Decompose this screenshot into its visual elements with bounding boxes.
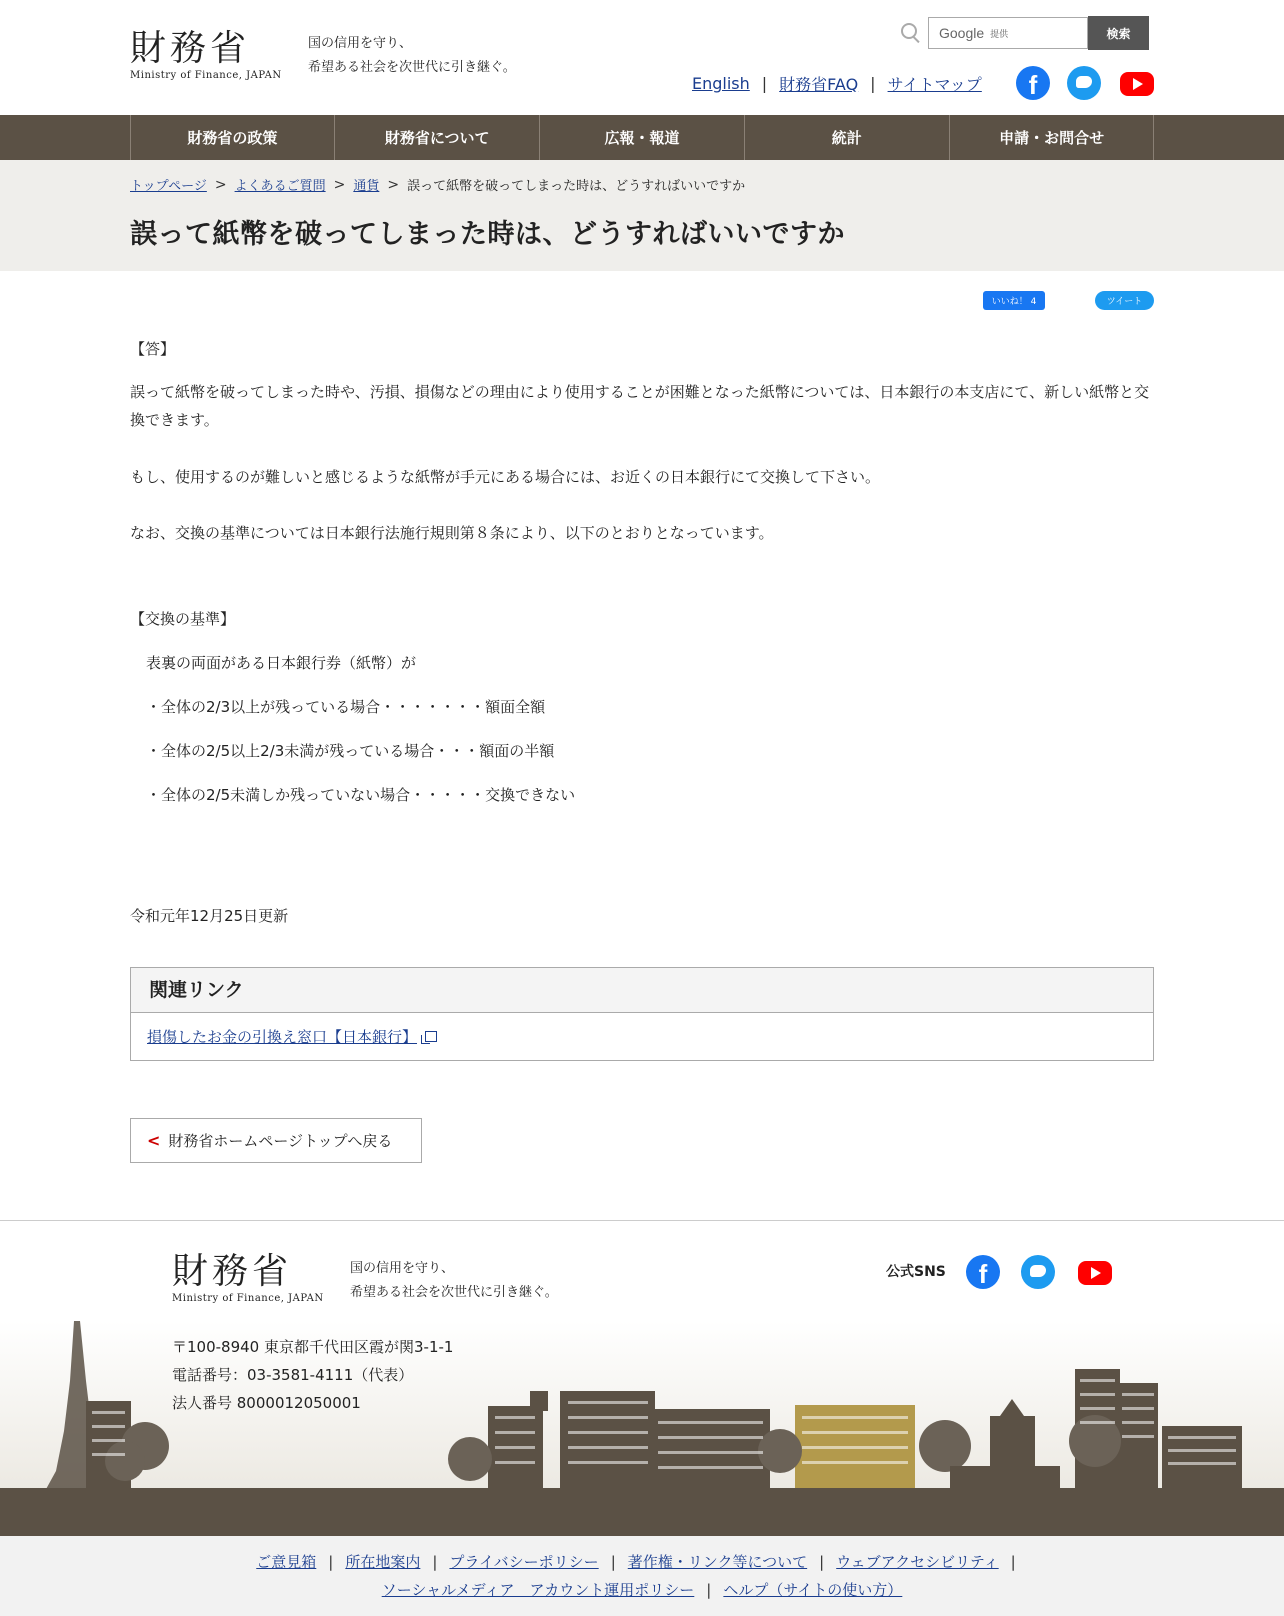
facebook-icon[interactable]: f [1016, 66, 1050, 100]
footer-sns-label: 公式SNS [886, 1264, 946, 1280]
answer-paragraph-3: なお、交換の基準については日本銀行法施行規則第８条により、以下のとおりとなっています。 [130, 524, 774, 542]
tagline-line2: 希望ある社会を次世代に引き継ぐ。 [308, 60, 516, 75]
site-footer [0, 1220, 1284, 1616]
sitemap-link[interactable]: サイトマップ [887, 75, 982, 94]
standard-lead: 表裏の両面がある日本銀行券（紙幣）が [146, 654, 417, 672]
footer-link-accessibility[interactable]: ウェブアクセシビリティ [836, 1553, 999, 1571]
back-to-top-label: 財務省ホームページトップへ戻る [168, 1131, 393, 1150]
updated-date: 令和元年12月25日更新 [130, 907, 289, 925]
breadcrumb-currency[interactable]: 通貨 [353, 179, 380, 194]
logo-english: Ministry of Finance, JAPAN [130, 70, 282, 81]
separator: | [706, 1581, 712, 1599]
nav-item-statistics[interactable]: 統計 [745, 115, 950, 160]
separator: | [610, 1553, 616, 1571]
search-button[interactable]: 検索 [1088, 16, 1149, 50]
related-links-heading: 関連リンク [131, 968, 1153, 1013]
footer-link-copyright[interactable]: 著作権・リンク等について [627, 1553, 808, 1571]
separator: | [1010, 1553, 1016, 1571]
nav-item-contact[interactable]: 申請・お問合せ [950, 115, 1155, 160]
answer-paragraph-2: もし、使用するのが難しいと感じるような紙幣が手元にある場合には、お近くの日本銀行にて交換して下さい。 [130, 468, 881, 486]
answer-paragraph-1: 誤って紙幣を破ってしまった時や、汚損、損傷などの理由により使用することが困難となった紙幣については、日本銀行の本支店にて、新しい紙幣と交換できます。 [130, 383, 1150, 429]
footer-link-social-policy[interactable]: ソーシャルメディア アカウント運用ポリシー [381, 1581, 695, 1599]
tweet-button[interactable]: ツイート [1095, 291, 1154, 310]
footer-links [0, 1536, 1284, 1616]
separator: | [328, 1553, 334, 1571]
related-link-boj[interactable]: 損傷したお金の引換え窓口【日本銀行】 [147, 1027, 418, 1046]
footer-link-help[interactable]: ヘルプ（サイトの使い方） [723, 1581, 903, 1599]
standard-title: 【交換の基準】 [130, 610, 236, 628]
footer-address-block [172, 1333, 453, 1417]
footer-logo[interactable] [172, 1253, 324, 1304]
footer-address: 〒100-8940 東京都千代田区霞が関3-1-1 [172, 1338, 454, 1356]
footer-link-location[interactable]: 所在地案内 [345, 1553, 421, 1571]
nav-item-about[interactable]: 財務省について [335, 115, 540, 160]
tagline-line1: 国の信用を守り、 [308, 36, 413, 51]
footer-tagline-line1: 国の信用を守り、 [350, 1261, 455, 1276]
footer-tagline-line2: 希望ある社会を次世代に引き継ぐ。 [350, 1285, 558, 1300]
footer-logo-english: Ministry of Finance, JAPAN [172, 1293, 324, 1304]
footer-tagline [350, 1257, 558, 1305]
footer-link-privacy[interactable]: プライバシーポリシー [449, 1553, 599, 1571]
related-links-box [130, 967, 1154, 1061]
separator: | [432, 1553, 438, 1571]
footer-corporate-number: 法人番号 8000012050001 [172, 1394, 361, 1412]
related-links-body [131, 1013, 1153, 1060]
nav-item-press[interactable]: 広報・報道 [540, 115, 745, 160]
search-placeholder: Google [939, 25, 985, 41]
breadcrumb-faq[interactable]: よくあるご質問 [234, 179, 326, 194]
footer-band [0, 1488, 1284, 1536]
facebook-like-button[interactable]: いいね！ 4 [983, 291, 1045, 310]
answer-label: 【答】 [130, 340, 176, 358]
separator: | [870, 74, 876, 93]
breadcrumb-separator: > [387, 176, 400, 193]
chevron-left-icon: < [147, 1130, 161, 1150]
page-title: 誤って紙幣を破ってしまった時は、どうすればいいですか [130, 219, 845, 250]
faq-link[interactable]: 財務省FAQ [779, 75, 859, 94]
standard-item: ・全体の2/3以上が残っている場合・・・・・・・額面全額 [146, 698, 546, 716]
footer-phone: 電話番号：03-3581-4111（代表） [172, 1366, 414, 1384]
breadcrumb-separator: > [214, 176, 227, 193]
english-link[interactable]: English [692, 74, 750, 93]
back-to-top-button[interactable] [130, 1118, 422, 1163]
main-content [130, 0, 1154, 1200]
separator: | [819, 1553, 825, 1571]
external-link-icon [425, 1031, 437, 1042]
logo-kanji: 財務省 [130, 28, 251, 69]
footer-logo-kanji: 財務省 [172, 1251, 293, 1292]
youtube-icon[interactable] [1078, 1261, 1112, 1285]
breadcrumb-current: 誤って紙幣を破ってしまった時は、どうすればいいですか [407, 179, 746, 194]
standard-item: ・全体の2/5以上2/3未満が残っている場合・・・額面の半額 [146, 742, 555, 760]
breadcrumb-separator: > [333, 176, 346, 193]
twitter-icon[interactable] [1021, 1255, 1055, 1289]
search-provider: 提供 [990, 28, 1009, 39]
breadcrumb-top[interactable]: トップページ [130, 179, 207, 194]
separator: | [761, 74, 768, 93]
facebook-icon[interactable]: f [966, 1255, 1000, 1289]
footer-link-feedback[interactable]: ご意見箱 [256, 1553, 317, 1571]
nav-item-policy[interactable]: 財務省の政策 [131, 115, 336, 160]
standard-item: ・全体の2/5未満しか残っていない場合・・・・・交換できない [146, 786, 576, 804]
